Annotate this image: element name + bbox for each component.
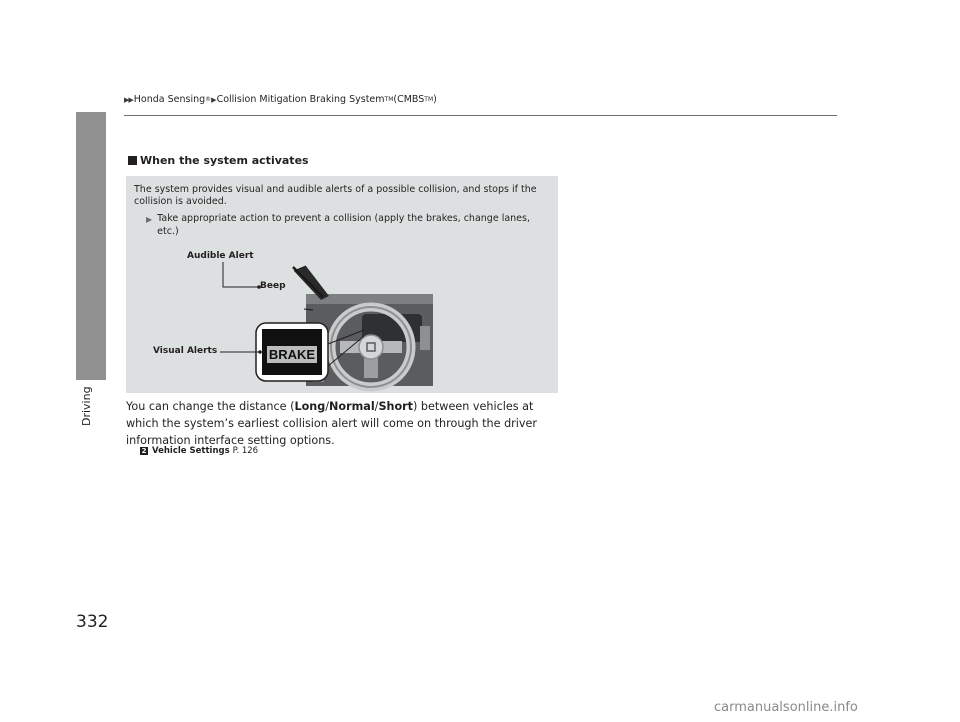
action-arrow-icon: ▶ bbox=[146, 215, 153, 224]
body-paragraph bbox=[126, 398, 562, 449]
dashboard-illustration bbox=[126, 176, 558, 393]
option-long: Long bbox=[294, 400, 326, 413]
square-bullet-icon bbox=[128, 156, 137, 165]
watermark: carmanualsonline.info bbox=[714, 700, 858, 715]
header-rule bbox=[124, 115, 837, 116]
breadcrumb-item-honda-sensing[interactable]: Honda Sensing bbox=[133, 94, 206, 105]
reference-icon: 2 bbox=[141, 447, 147, 455]
option-short: Short bbox=[378, 400, 414, 413]
page-number: 332 bbox=[76, 612, 109, 632]
steering-wheel-hub bbox=[359, 335, 383, 359]
section-heading-text: When the system activates bbox=[140, 154, 309, 167]
option-separator: / bbox=[325, 400, 330, 413]
visual-alerts-dot bbox=[258, 350, 262, 354]
breadcrumb-cmbs-abbr: (CMBS bbox=[393, 94, 425, 105]
xref-page: P. 126 bbox=[232, 446, 259, 456]
chapter-side-tab bbox=[76, 112, 106, 380]
body-text-part1: You can change the distance ( bbox=[126, 400, 295, 413]
cross-reference-link[interactable] bbox=[140, 446, 258, 456]
breadcrumb-arrow-icon: ▶▶ bbox=[124, 95, 133, 104]
panel-description: The system provides visual and audible alerts of a possible collision, and stops if the collision is avoided. bbox=[134, 184, 537, 207]
registered-mark: ® bbox=[205, 96, 212, 103]
chapter-label: Driving bbox=[80, 386, 93, 426]
breadcrumb-close-paren: ) bbox=[433, 94, 437, 105]
panel-action-text: Take appropriate action to prevent a collision (apply the brakes, change lanes, etc.) bbox=[157, 213, 530, 237]
trademark-mark-abbr: TM bbox=[424, 96, 434, 103]
breadcrumb bbox=[124, 94, 437, 105]
breadcrumb-separator-icon: ▶ bbox=[211, 95, 216, 104]
body-text-part2: ) between vehicles at which the system’s earliest collision alert will come on through the driver information interface setting options. bbox=[126, 400, 537, 447]
section-heading bbox=[128, 154, 309, 167]
right-vent bbox=[420, 326, 430, 350]
xref-title[interactable]: Vehicle Settings bbox=[152, 446, 230, 456]
breadcrumb-item-cmbs[interactable]: Collision Mitigation Braking System bbox=[216, 94, 385, 105]
illustration-panel bbox=[126, 176, 558, 393]
audible-alert-leader bbox=[223, 262, 259, 287]
option-normal: Normal bbox=[329, 400, 375, 413]
visual-alerts-label: Visual Alerts bbox=[153, 346, 218, 356]
audible-alert-label: Audible Alert bbox=[187, 251, 254, 261]
option-separator: / bbox=[374, 400, 379, 413]
brake-warning-text: BRAKE bbox=[268, 347, 316, 362]
beep-label: Beep bbox=[260, 281, 286, 291]
trademark-mark: TM bbox=[384, 96, 394, 103]
